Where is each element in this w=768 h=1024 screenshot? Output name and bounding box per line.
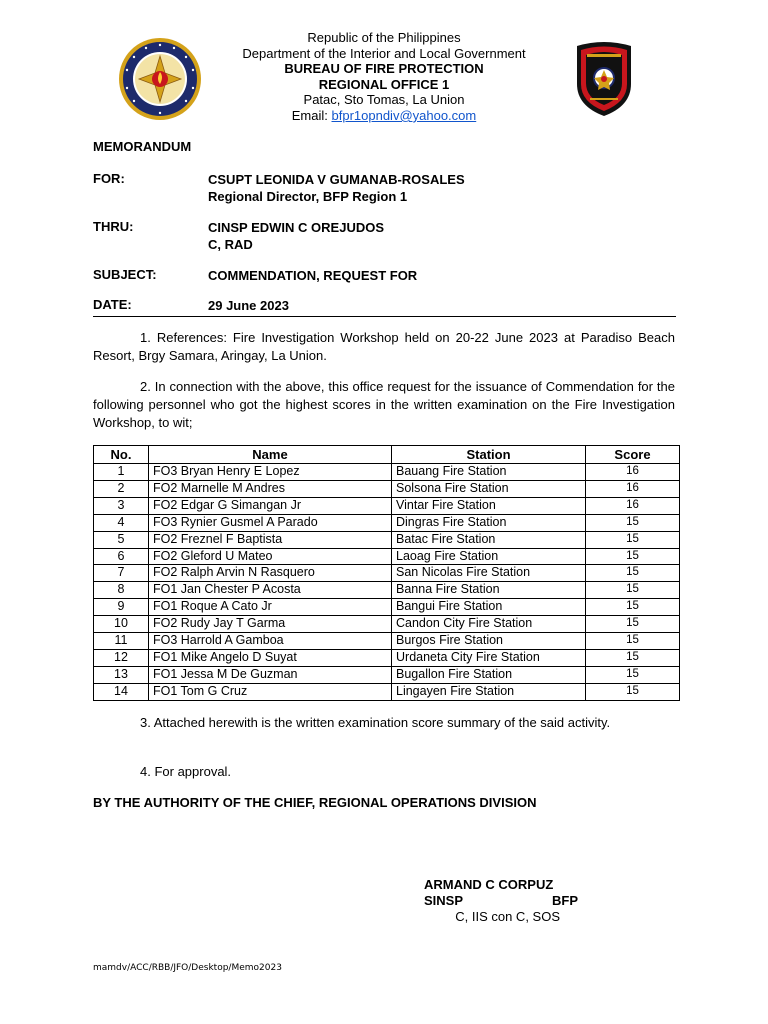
cell-station: Bangui Fire Station [392,599,586,616]
letterhead-department: Department of the Interior and Local Government [242,45,526,61]
table-row [94,633,680,650]
paragraph-2-text: 2. In connection with the above, this office request for the issuance of Commendation for the following personnel who got the highest scores in the written examination on the Fire Investigation Workshop, to wit; [93,379,675,430]
thru-position: C, RAD [208,237,253,252]
cell-station: Bugallon Fire Station [392,666,586,683]
table-row [94,531,680,548]
cell-name: FO2 Rudy Jay T Garma [149,616,392,633]
letterhead [200,30,568,124]
paragraph-3-text: 3. Attached herewith is the written examination score summary of the said activity. [140,715,611,730]
cell-no: 8 [94,582,149,599]
cell-name: FO3 Rynier Gusmel A Parado [149,514,392,531]
cell-score: 15 [586,599,680,616]
cell-no: 9 [94,599,149,616]
table-row [94,582,680,599]
signatory-rank-line [424,893,578,909]
table-row [94,616,680,633]
table-row [94,514,680,531]
thru-label: THRU: [93,219,134,234]
cell-no: 14 [94,683,149,700]
signature-block [424,877,578,925]
cell-station: Batac Fire Station [392,531,586,548]
cell-station: Burgos Fire Station [392,633,586,650]
cell-no: 7 [94,565,149,582]
cell-no: 1 [94,464,149,481]
cell-name: FO2 Marnelle M Andres [149,480,392,497]
cell-no: 6 [94,548,149,565]
cell-score: 16 [586,480,680,497]
cell-station: Laoag Fire Station [392,548,586,565]
scores-table [93,445,680,701]
paragraph-3 [93,714,675,732]
table-header-row [94,446,680,464]
signatory-position: C, IIS con C, SOS [455,909,560,924]
cell-no: 2 [94,480,149,497]
signatory-org: BFP [552,893,578,908]
cell-score: 15 [586,633,680,650]
cell-name: FO2 Freznel F Baptista [149,531,392,548]
authority-line: BY THE AUTHORITY OF THE CHIEF, REGIONAL OPERATIONS DIVISION [93,795,537,810]
table-row [94,548,680,565]
cell-station: Bauang Fire Station [392,464,586,481]
subject-value: COMMENDATION, REQUEST FOR [208,268,418,283]
cell-station: Lingayen Fire Station [392,683,586,700]
cell-no: 12 [94,649,149,666]
cell-score: 15 [586,514,680,531]
for-name: CSUPT LEONIDA V GUMANAB-ROSALES [208,172,465,187]
cell-no: 5 [94,531,149,548]
cell-score: 15 [586,683,680,700]
memorandum-title: MEMORANDUM [93,139,192,154]
date-label: DATE: [93,297,132,312]
email-link[interactable]: bfpr1opndiv@yahoo.com [331,107,477,123]
cell-name: FO3 Bryan Henry E Lopez [149,464,392,481]
col-header-name: Name [149,446,392,464]
cell-station: Banna Fire Station [392,582,586,599]
paragraph-2 [93,378,675,432]
file-reference-footer: mamdv/ACC/RBB/JFO/Desktop/Memo2023 [93,963,282,973]
cell-name: FO2 Ralph Arvin N Rasquero [149,565,392,582]
cell-name: FO1 Tom G Cruz [149,683,392,700]
cell-name: FO1 Mike Angelo D Suyat [149,649,392,666]
cell-score: 16 [586,464,680,481]
signatory-rank: SINSP [424,893,464,908]
letterhead-address: Patac, Sto Tomas, La Union [303,92,465,108]
cell-name: FO2 Edgar G Simangan Jr [149,497,392,514]
cell-no: 4 [94,514,149,531]
thru-name: CINSP EDWIN C OREJUDOS [208,220,385,235]
cell-score: 15 [586,582,680,599]
cell-no: 13 [94,666,149,683]
paragraph-1-text: 1. References: Fire Investigation Workshop held on 20-22 June 2023 at Paradiso Beach Resort, Brgy Samara, Aringay, La Union. [93,330,675,363]
table-row [94,666,680,683]
cell-name: FO2 Gleford U Mateo [149,548,392,565]
cell-station: Candon City Fire Station [392,616,586,633]
signatory-name: ARMAND C CORPUZ [424,877,554,892]
letterhead-regional-office: REGIONAL OFFICE 1 [318,76,450,92]
cell-score: 15 [586,649,680,666]
cell-score: 15 [586,565,680,582]
cell-score: 15 [586,666,680,683]
paragraph-1 [93,329,675,365]
cell-name: FO3 Harrold A Gamboa [149,633,392,650]
table-row [94,599,680,616]
cell-no: 10 [94,616,149,633]
email-label: Email: [291,107,328,123]
cell-name: FO1 Roque A Cato Jr [149,599,392,616]
date-value: 29 June 2023 [208,298,289,313]
cell-score: 16 [586,497,680,514]
cell-name: FO1 Jan Chester P Acosta [149,582,392,599]
table-row [94,683,680,700]
cell-score: 15 [586,616,680,633]
cell-name: FO1 Jessa M De Guzman [149,666,392,683]
col-header-score: Score [586,446,680,464]
cell-no: 3 [94,497,149,514]
paragraph-4 [93,763,675,781]
cell-station: San Nicolas Fire Station [392,565,586,582]
letterhead-email-line [200,108,568,124]
col-header-station: Station [392,446,586,464]
thru-recipient [208,219,384,253]
paragraph-4-text: 4. For approval. [140,764,232,779]
cell-no: 11 [94,633,149,650]
table-row [94,480,680,497]
for-label: FOR: [93,171,125,186]
table-row [94,464,680,481]
table-row [94,565,680,582]
header-divider [93,316,676,317]
cell-station: Urdaneta City Fire Station [392,649,586,666]
cell-station: Vintar Fire Station [392,497,586,514]
cell-score: 15 [586,531,680,548]
cell-station: Solsona Fire Station [392,480,586,497]
table-row [94,649,680,666]
for-recipient [208,171,465,205]
subject-label: SUBJECT: [93,267,157,282]
cell-score: 15 [586,548,680,565]
table-row [94,497,680,514]
bfp-seal-logo [118,37,202,121]
col-header-no: No. [94,446,149,464]
cell-station: Dingras Fire Station [392,514,586,531]
bfp-badge-logo [573,40,635,118]
letterhead-bureau: BUREAU OF FIRE PROTECTION [284,61,484,77]
letterhead-republic: Republic of the Philippines [307,30,461,45]
for-position: Regional Director, BFP Region 1 [208,189,408,204]
